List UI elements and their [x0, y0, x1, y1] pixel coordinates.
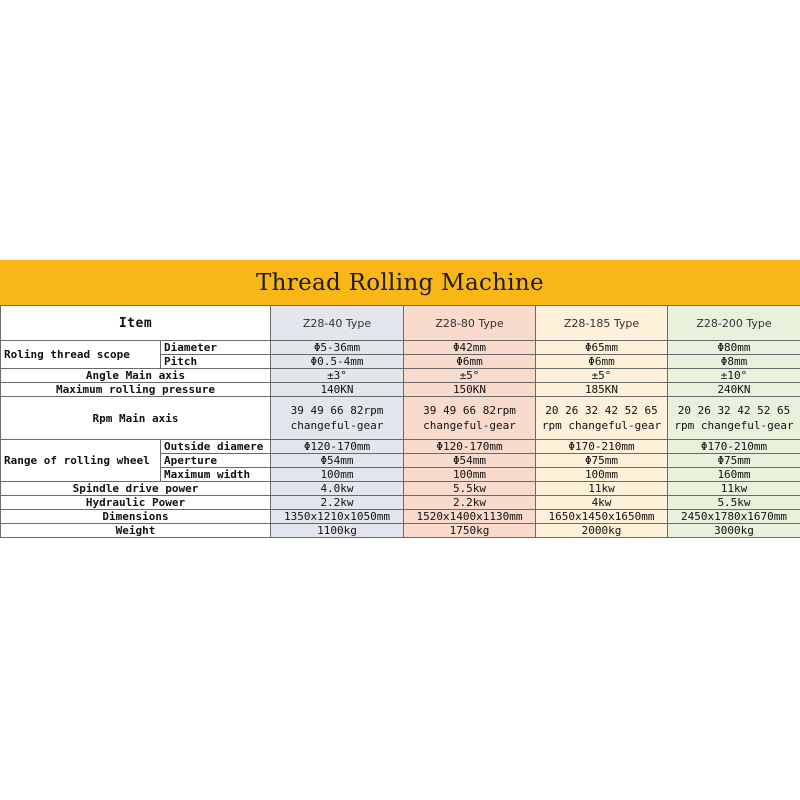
model-header: Z28-200 Type: [668, 306, 800, 341]
cell: 5.5kw: [668, 496, 800, 510]
cell: Φ80mm: [668, 341, 800, 355]
cell: ±10°: [668, 369, 800, 383]
title-banner: [0, 260, 800, 305]
cell: Φ8mm: [668, 355, 800, 369]
cell: Φ75mm: [536, 454, 668, 468]
table-row: [1, 341, 800, 355]
table-row: [1, 397, 800, 440]
table-row: [1, 369, 800, 383]
item-header: Item: [1, 306, 271, 341]
cell: Φ6mm: [536, 355, 668, 369]
row-label: Maximum rolling pressure: [1, 383, 271, 397]
cell: 1750kg: [404, 524, 536, 538]
page-title: Thread Rolling Machine: [256, 269, 544, 296]
cell: 3000kg: [668, 524, 800, 538]
cell: 1100kg: [271, 524, 404, 538]
table-row: [1, 496, 800, 510]
cell: 1520x1400x1130mm: [404, 510, 536, 524]
cell: 2450x1780x1670mm: [668, 510, 800, 524]
header-row: [1, 306, 800, 341]
row-label: Spindle drive power: [1, 482, 271, 496]
table-row: [1, 482, 800, 496]
cell: Φ65mm: [536, 341, 668, 355]
table-row: [1, 440, 800, 454]
cell: 1650x1450x1650mm: [536, 510, 668, 524]
cell: 4.0kw: [271, 482, 404, 496]
cell: Φ120-170mm: [404, 440, 536, 454]
cell: 150KN: [404, 383, 536, 397]
cell: ±3°: [271, 369, 404, 383]
table-row: [1, 383, 800, 397]
row-label: Weight: [1, 524, 271, 538]
cell: Φ170-210mm: [668, 440, 800, 454]
cell: 240KN: [668, 383, 800, 397]
cell: 20 26 32 42 52 65 rpm changeful-gear: [536, 397, 668, 440]
cell: 100mm: [271, 468, 404, 482]
cell: ±5°: [404, 369, 536, 383]
sub-label: Diameter: [161, 341, 271, 355]
sub-label: Pitch: [161, 355, 271, 369]
cell: 160mm: [668, 468, 800, 482]
cell: Φ42mm: [404, 341, 536, 355]
row-label: Angle Main axis: [1, 369, 271, 383]
cell: Φ170-210mm: [536, 440, 668, 454]
cell: 100mm: [404, 468, 536, 482]
row-label: Rpm Main axis: [1, 397, 271, 440]
spec-table: [0, 305, 800, 538]
cell: Φ75mm: [668, 454, 800, 468]
cell: Φ6mm: [404, 355, 536, 369]
row-label: Hydraulic Power: [1, 496, 271, 510]
cell: Φ120-170mm: [271, 440, 404, 454]
cell: 185KN: [536, 383, 668, 397]
cell: 20 26 32 42 52 65 rpm changeful-gear: [668, 397, 800, 440]
model-header: Z28-185 Type: [536, 306, 668, 341]
cell: 2.2kw: [271, 496, 404, 510]
cell: 1350x1210x1050mm: [271, 510, 404, 524]
row-label: Roling thread scope: [1, 341, 161, 369]
model-header: Z28-40 Type: [271, 306, 404, 341]
cell: 2.2kw: [404, 496, 536, 510]
cell: Φ5-36mm: [271, 341, 404, 355]
cell: 4kw: [536, 496, 668, 510]
cell: 100mm: [536, 468, 668, 482]
cell: ±5°: [536, 369, 668, 383]
cell: 39 49 66 82rpm changeful-gear: [404, 397, 536, 440]
cell: 5.5kw: [404, 482, 536, 496]
table-row: [1, 510, 800, 524]
sub-label: Outside diamere: [161, 440, 271, 454]
cell: 39 49 66 82rpm changeful-gear: [271, 397, 404, 440]
cell: 11kw: [668, 482, 800, 496]
cell: Φ0.5-4mm: [271, 355, 404, 369]
model-header: Z28-80 Type: [404, 306, 536, 341]
cell: 11kw: [536, 482, 668, 496]
sub-label: Aperture: [161, 454, 271, 468]
table-row: [1, 524, 800, 538]
row-label: Dimensions: [1, 510, 271, 524]
cell: Φ54mm: [271, 454, 404, 468]
sub-label: Maximum width: [161, 468, 271, 482]
cell: 140KN: [271, 383, 404, 397]
row-label: Range of rolling wheel: [1, 440, 161, 482]
cell: Φ54mm: [404, 454, 536, 468]
cell: 2000kg: [536, 524, 668, 538]
